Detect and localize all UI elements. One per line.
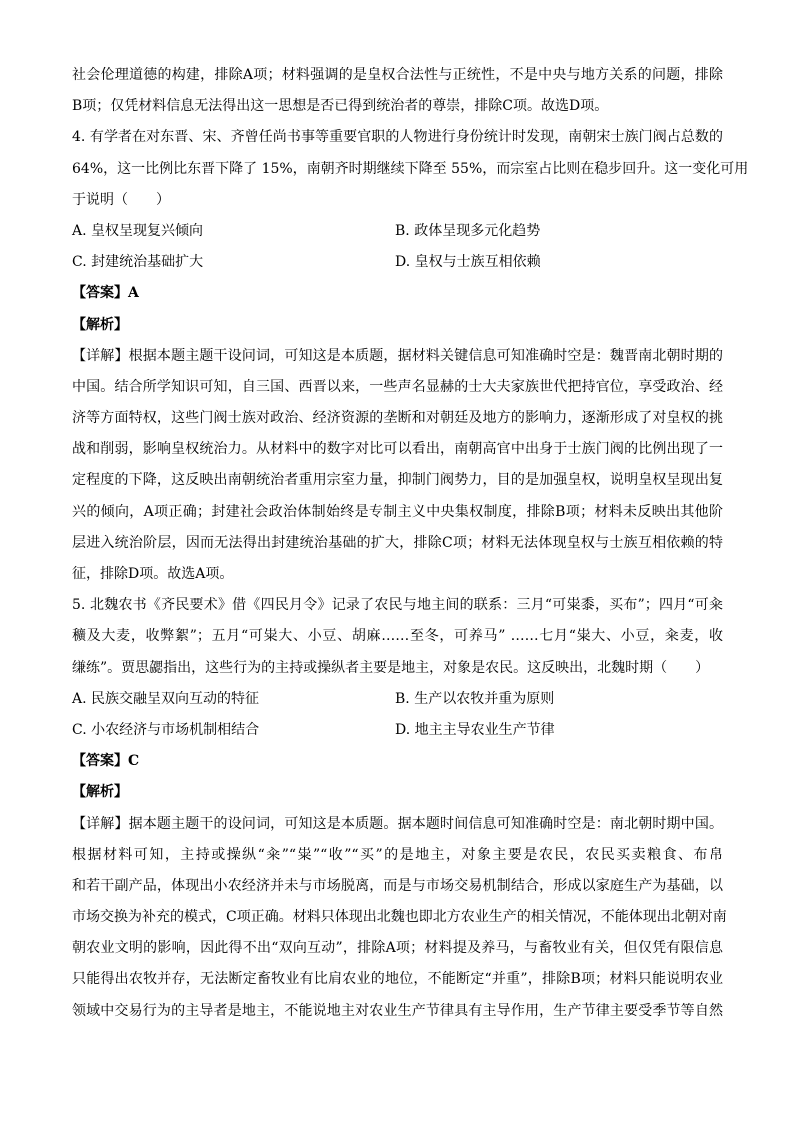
question-5-stem: 穬及大麦，收弊絮”；五月“可粜大、小豆、胡麻……至冬，可养马” ……七月“粜大、小豆，籴麦，收 <box>72 628 723 645</box>
option-c: C. 小农经济与市场机制相结合 <box>72 721 260 738</box>
question-4-stem: 于说明（ ） <box>72 191 170 208</box>
question-4-detail: 定程度的下降，这反映出南朝统治者重用宗室力量，抑制门阀势力，目的是加强皇权，说明皇权呈现出复 <box>72 472 723 489</box>
question-4-detail: 济等方面特权，这些门阀士族对政治、经济资源的垄断和对朝廷及地方的影响力，逐渐形成了对皇权的挑 <box>72 410 723 427</box>
question-5-detail: 领域中交易行为的主导者是地主，不能说地主对农业生产节律具有主导作用，生产节律主要受季节等自然 <box>72 1002 723 1019</box>
option-a: A. 皇权呈现复兴倾向 <box>72 222 204 239</box>
question-4-detail: 战和削弱，影响皇权统治力。从材料中的数字对比可以看出，南朝高官中出身于士族门阀的比例出现了一 <box>72 441 723 458</box>
question-5-detail: 只能得出农牧并存，无法断定畜牧业有比肩农业的地位，不能断定“并重”，排除B项；材料只能说明农业 <box>72 971 723 988</box>
question-4-detail: 中国。结合所学知识可知，自三国、西晋以来，一些声名显赫的士大夫家族世代把持官位，享受政治、经 <box>72 378 723 395</box>
intro-line: B项；仅凭材料信息无法得出这一思想是否已得到统治者的尊崇，排除C项。故选D项。 <box>72 98 609 115</box>
option-c: C. 封建统治基础扩大 <box>72 254 204 271</box>
question-4-detail: 【详解】根据本题主题干设问词，可知这是本质题，据材料关键信息可知准确时空是：魏晋南北朝时期的 <box>72 347 723 364</box>
question-5-answer: 【答案】C <box>72 753 140 770</box>
option-b: B. 生产以农牧并重为原则 <box>395 690 555 707</box>
question-4-detail: 征，排除D项。故选A项。 <box>72 566 234 582</box>
document-page <box>72 64 749 1031</box>
option-b: B. 政体呈现多元化趋势 <box>395 222 541 239</box>
question-5-detail: 朝农业文明的影响，因此得不出“双向互动”，排除A项；材料提及养马，与畜牧业有关，但仅凭有限信息 <box>72 940 723 957</box>
question-5-analysis-label: 【解析】 <box>72 784 128 801</box>
question-5-stem: 缣练”。贾思勰指出，这些行为的主持或操纵者主要是地主，对象是农民。这反映出，北魏时期（ ） <box>72 659 710 676</box>
question-4-stem: 64%，这一比例比东晋下降了 15%，南朝齐时期继续下降至 55%，而宗室占比则在稳步回升。这一变化可用 <box>72 160 749 177</box>
question-4-analysis-label: 【解析】 <box>72 316 128 333</box>
question-5-options-row-1 <box>72 688 723 711</box>
question-4-options-row-2 <box>72 251 723 274</box>
question-4-detail: 层进入统治阶层，因而无法得出封建统治基础的扩大，排除C项；材料无法体现皇权与士族互相依赖的特 <box>72 534 723 551</box>
question-5-detail: 【详解】据本题主题干的设问词，可知这是本质题。据本题时间信息可知准确时空是：南北朝时期中国。 <box>72 815 723 832</box>
option-a: A. 民族交融呈双向互动的特征 <box>72 690 260 707</box>
question-4-options-row-1 <box>72 220 723 243</box>
question-5-detail: 根据材料可知，主持或操纵“籴”“粜”“收”“买”的是地主，对象主要是农民，农民买卖粮食、布帛 <box>72 846 723 863</box>
question-4-detail: 兴的倾向，A项正确；封建社会政治体制始终是专制主义中央集权制度，排除B项；材料未反映出其他阶 <box>72 503 723 520</box>
question-4-answer: 【答案】A <box>72 285 139 302</box>
question-5-detail: 和若干副产品，体现出小农经济并未与市场脱离，而是与市场交易机制结合，形成以家庭生产为基础，以 <box>72 877 723 894</box>
question-5-stem: 5. 北魏农书《齐民要术》借《四民月令》记录了农民与地主间的联系：三月“可粜黍，买布”；四月“可籴 <box>72 597 723 614</box>
intro-line: 社会伦理道德的构建，排除A项；材料强调的是皇权合法性与正统性，不是中央与地方关系的问题，排除 <box>72 67 723 83</box>
question-5-detail: 市场交换为补充的模式，C项正确。材料只体现出北魏也即北方农业生产的相关情况，不能体现出北朝对南 <box>72 909 727 926</box>
question-4-stem: 4. 有学者在对东晋、宋、齐曾任尚书事等重要官职的人物进行身份统计时发现，南朝宋士族门阀占总数的 <box>72 129 723 146</box>
question-5-options-row-2 <box>72 719 723 742</box>
option-d: D. 地主主导农业生产节律 <box>395 721 555 738</box>
option-d: D. 皇权与士族互相依赖 <box>395 254 541 271</box>
